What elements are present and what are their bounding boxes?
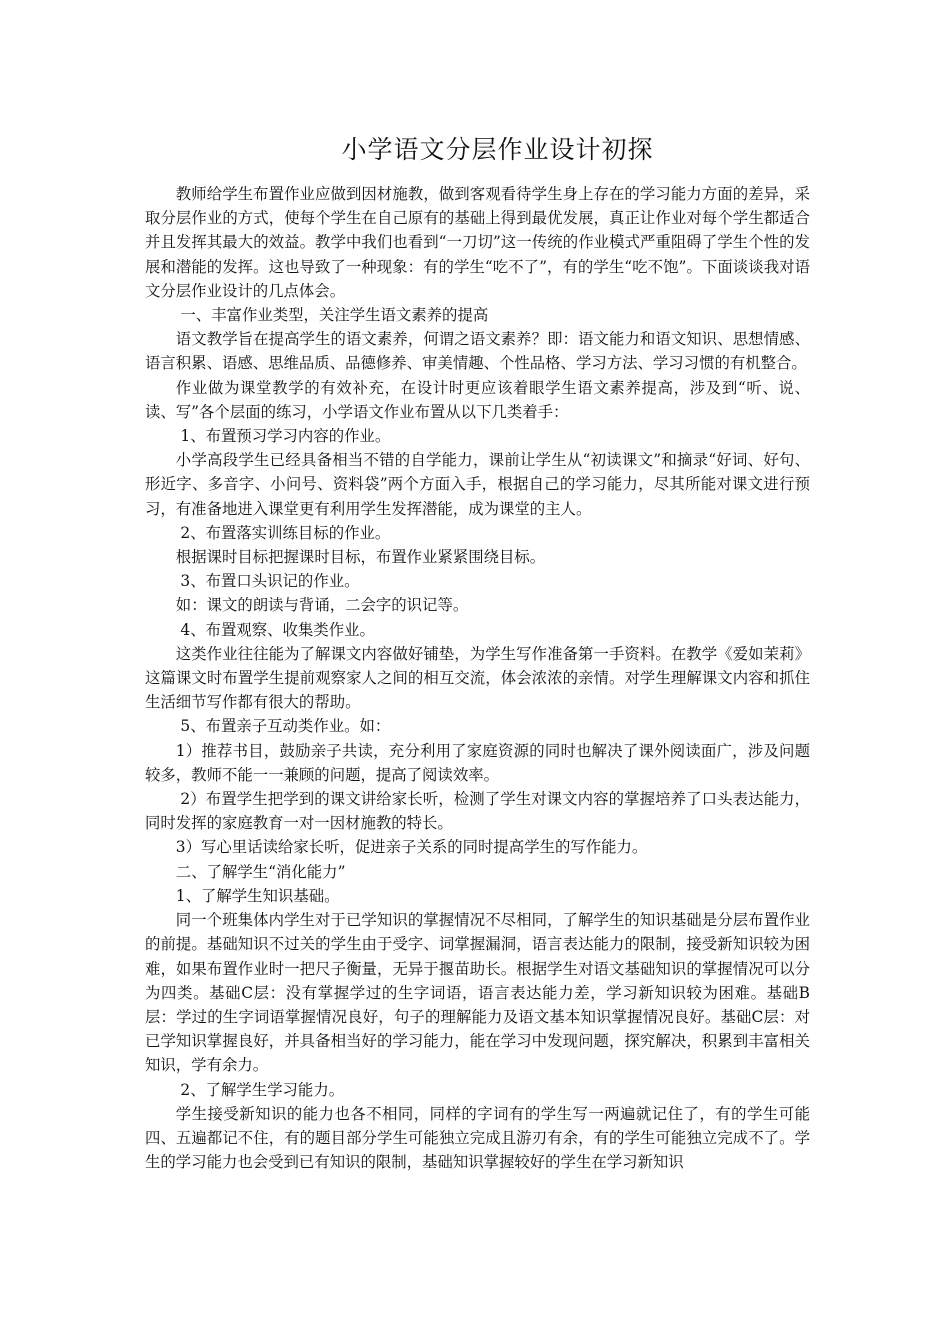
- paragraph: 这类作业往往能为了解课文内容做好铺垫，为学生写作准备第一手资料。在教学《爱如茉莉》这篇课文时布置学生提前观察家人之间的相互交流，体会浓浓的亲情。对学生理解课文内容和抓住生活细节写作都有很大的帮助。: [145, 644, 810, 712]
- subsection-heading: 1、布置预习学习内容的作业。: [180, 427, 391, 446]
- paragraph: 语文教学旨在提高学生的语文素养，何谓之语文素养？即：语文能力和语文知识、思想情感、语言积累、语感、思维品质、品德修养、审美情趣、个性品格、学习方法、学习习惯的有机整合。: [145, 330, 810, 373]
- paragraph: 如：课文的朗读与背诵，二会字的识记等。: [175, 596, 469, 615]
- document-title: 小学语文分层作业设计初探: [341, 135, 654, 164]
- subsection-heading: 3、布置口头识记的作业。: [180, 572, 360, 591]
- paragraph: 3）写心里话读给家长听，促进亲子关系的同时提高学生的写作能力。: [175, 838, 648, 857]
- paragraph: 同一个班集体内学生对于已学知识的掌握情况不尽相同，了解学生的知识基础是分层布置作业的前提。基础知识不过关的学生由于受字、词掌握漏洞，语言表达能力的限制，接受新知识较为困难，如果布置作业时一把尺子衡量，无异于揠苗助长。根据学生对语文基础知识的掌握情况可以分为四类。基础C层：没有掌握学过的生字词语，语言表达能力差，学习新知识较为困难。基础B层：学过的生字词语掌握情况良好，句子的理解能力及语文基本知识掌握情况良好。基础C层：对已学知识掌握良好，并具备相当好的学习能力，能在学习中发现问题，探究解决，积累到丰富相关知识，学有余力。: [145, 911, 810, 1075]
- paragraph: 学生接受新知识的能力也各不相同，同样的字词有的学生写一两遍就记住了，有的学生可能四、五遍都记不住，有的题目部分学生可能独立完成且游刃有余，有的学生可能独立完成不了。学生的学习能力也会受到已有知识的限制，基础知识掌握较好的学生在学习新知识: [145, 1104, 810, 1172]
- subsection-heading: 4、布置观察、收集类作业。: [180, 620, 375, 639]
- subsection-heading: 5、布置亲子互动类作业。如：: [180, 717, 391, 736]
- paragraph: 作业做为课堂教学的有效补充，在设计时更应该着眼学生语文素养提高，涉及到“听、说、读、写”各个层面的练习，小学语文作业布置从以下几类着手：: [145, 378, 810, 421]
- paragraph: 小学高段学生已经具备相当不错的自学能力，课前让学生从“初读课文”和摘录“好词、好句、形近字、多音字、小问号、资料袋”两个方面入手，根据自己的学习能力，尽其所能对课文进行预习，有准备地进入课堂更有利用学生发挥潜能，成为课堂的主人。: [145, 451, 810, 518]
- paragraph: 教师给学生布置作业应做到因材施教，做到客观看待学生身上存在的学习能力方面的差异，采取分层作业的方式，使每个学生在自己原有的基础上得到最优发展，真正让作业对每个学生都适合并且发挥其最大的效益。教学中我们也看到“一刀切”这一传统的作业模式严重阻碍了学生个性的发展和潜能的发挥。这也导致了一种现象：有的学生“吃不了”，有的学生“吃不饱”。下面谈谈我对语文分层作业设计的几点体会。: [145, 185, 810, 300]
- section-heading: 二、了解学生“消化能力”: [175, 862, 346, 881]
- paragraph: 2）布置学生把学到的课文讲给家长听，检测了学生对课文内容的掌握培养了口头表达能力，同时发挥的家庭教育一对一因材施教的特长。: [145, 790, 810, 833]
- paragraph: 1）推荐书目，鼓励亲子共读，充分利用了家庭资源的同时也解决了课外阅读面广，涉及问题较多，教师不能一一兼顾的问题，提高了阅读效率。: [145, 741, 810, 784]
- paragraph: 根据课时目标把握课时目标，布置作业紧紧围绕目标。: [175, 548, 546, 567]
- section-heading: 一、丰富作业类型，关注学生语文素养的提高: [180, 306, 489, 325]
- subsection-heading: 1、了解学生知识基础。: [175, 886, 340, 905]
- subsection-heading: 2、了解学生学习能力。: [180, 1080, 345, 1099]
- subsection-heading: 2、布置落实训练目标的作业。: [180, 523, 391, 542]
- document-page: [145, 130, 810, 1174]
